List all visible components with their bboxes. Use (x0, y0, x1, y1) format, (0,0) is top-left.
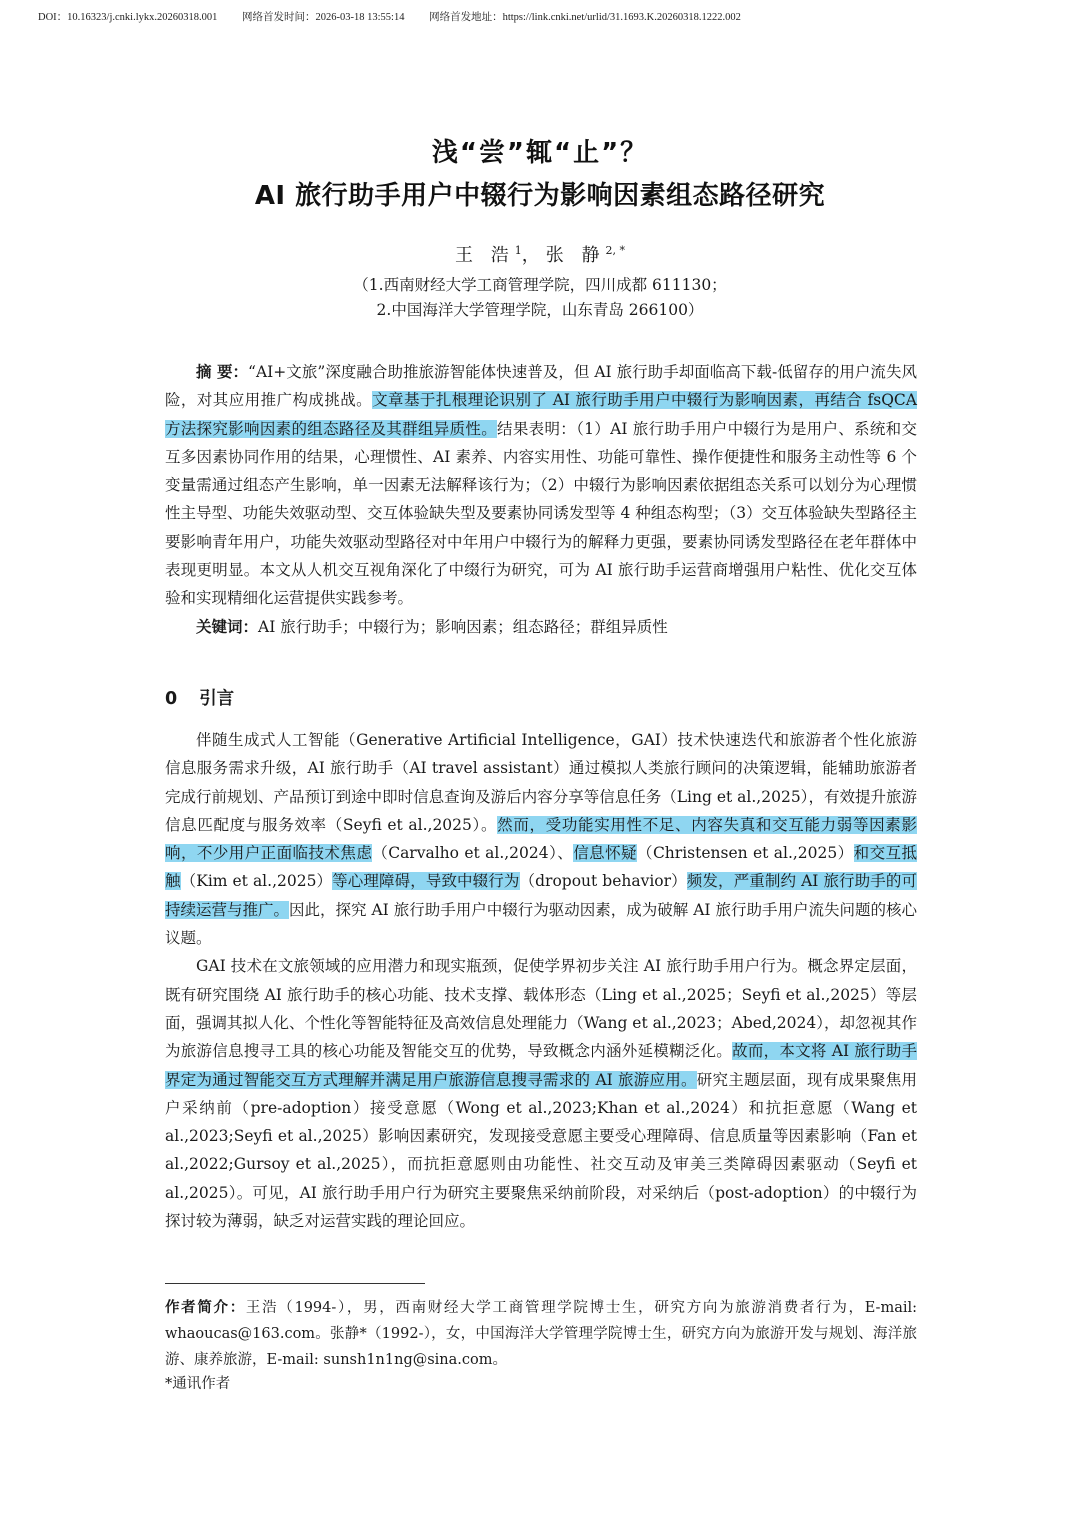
title-line-1: 浅“尝”辄“止”？ (431, 138, 649, 168)
abstract-highlight: 文章基于扎根理论识别了 AI 旅行助手用户中辍行为影响因素，再结合 fsQCA 方法探究影响因素的组态路径及其群组异质性。 (165, 391, 917, 438)
footnote-divider (165, 1283, 425, 1284)
intro-highlight: 和交互抵触 (165, 844, 917, 891)
pub-time: 网络首发时间：2026-03-18 13:55:14 (242, 12, 405, 23)
abstract (165, 358, 917, 641)
author-2: 张 静 (545, 245, 606, 266)
author-sep: ， (521, 245, 546, 266)
abstract-text (165, 358, 917, 613)
intro-highlight: 信息怀疑 (573, 844, 637, 863)
author-1: 王 浩 (455, 245, 515, 266)
section-title: 引言 (199, 689, 235, 709)
intro-body (165, 726, 917, 1235)
affiliation-1: （1.西南财经大学工商管理学院，四川成都 611130； (353, 276, 727, 294)
intro-text: （Carvalho et al.,2024）、 (372, 844, 574, 863)
affiliation-2: 2.中国海洋大学管理学院，山东青岛 266100） (376, 301, 704, 319)
intro-text: 因此，探究 AI 旅行助手用户中辍行为驱动因素，成为破解 AI 旅行助手用户流失问题的核心议题。 (165, 900, 917, 948)
footnote-text: 王浩（1994-），男，西南财经大学工商管理学院博士生，研究方向为旅游消费者行为，E-mail: whaoucas@163.com。张静*（1992-），女，中国海洋大学管理学院博士生，研究方向为旅游开发与规划、海洋旅游、康养旅游，E-mail: sunsh1n1ng@sina.com。 (165, 1300, 918, 1368)
intro-text: （Kim et al.,2025） (180, 872, 333, 891)
author-footnote (165, 1295, 917, 1373)
header-meta (38, 9, 1050, 24)
intro-text: 伴随生成式人工智能（Generative Artificial Intelligence，GAI）技术快速迭代和旅游者个性化旅游信息服务需求升级，AI 旅行助手（AI travel assistant）通过模拟人类旅行顾问的决策逻辑，能辅助旅游者完成行前规划、产品预订到途中即时信息查询及游后内容分享等信息任务（Ling et al.,2025），有效提升旅游信息匹配度与服务效率（Seyfi et al.,2025）。 (165, 731, 917, 834)
pub-url: 网络首发地址：https://link.cnki.net/urlid/31.1693.K.20260318.1222.002 (429, 12, 741, 23)
intro-highlight: 故而，本文将 AI 旅行助手界定为通过智能交互方式理解并满足用户旅游信息搜寻需求的 AI 旅游应用。 (165, 1042, 917, 1089)
author-2-sup: 2, * (605, 244, 625, 257)
intro-text: （Christensen et al.,2025） (637, 844, 854, 863)
intro-text: GAI 技术在文旅领域的应用潜力和现实瓶颈，促使学界初步关注 AI 旅行助手用户行为。概念界定层面，既有研究围绕 AI 旅行助手的核心功能、技术支撑、载体形态（Ling et al.,2025；Seyfi et al.,2025）等层面，强调其拟人化、个性化等智能特征及高效信息处理能力（Wang et al.,2023；Abed,2024），却忽视其作为旅游信息搜寻工具的核心功能及智能交互的优势，导致概念内涵外延模糊泛化。 (165, 957, 917, 1061)
abstract-part-1: “AI+文旅”深度融合助推旅游智能体快速普及，但 AI 旅行助手却面临高下载-低留存的用户流失风险，对其应用推广构成挑战。 (165, 363, 917, 410)
keywords-text: AI 旅行助手；中辍行为；影响因素；组态路径；群组异质性 (258, 617, 668, 636)
section-heading (165, 685, 234, 710)
keywords (165, 613, 917, 641)
corresponding-author-note: *通讯作者 (165, 1376, 231, 1392)
doi: DOI：10.16323/j.cnki.lykx.20260318.001 (38, 12, 218, 23)
intro-highlight: 然而，受功能实用性不足、内容失真和交互能力弱等因素影响，不少用户正面临技术焦虑 (165, 815, 917, 863)
author-1-sup: 1 (514, 244, 522, 257)
intro-highlight: 频发，严重制约 AI 旅行助手的可持续运营与推广。 (165, 872, 917, 919)
title-line-2: AI 旅行助手用户中辍行为影响因素组态路径研究 (254, 181, 826, 211)
intro-text: （dropout behavior） (519, 872, 687, 891)
authors (0, 241, 1080, 267)
intro-highlight: 等心理障碍，导致中辍行为 (332, 872, 520, 891)
section-number: 0 (165, 689, 178, 709)
intro-paragraph-2 (165, 952, 917, 1235)
footnote-label: 作者简介： (165, 1300, 246, 1316)
intro-paragraph-1 (165, 726, 917, 952)
abstract-part-3: 结果表明：（1）AI 旅行助手用户中辍行为是用户、系统和交互多因素协同作用的结果，心理惯性、AI 素养、内容实用性、功能可靠性、操作便捷性和服务主动性等 6 个变量需通过组态产生影响，单一因素无法解释该行为；（2）中辍行为影响因素依据组态关系可以划分为心理惯性主导型、功能失效驱动型、交互体验缺失型及要素协同诱发型等 4 种组态构型；（3）交互体验缺失型路径主要影响青年用户，功能失效驱动型路径对中年用户中辍行为的解释力更强，要素协同诱发型路径在老年群体中表现更明显。本文从人机交互视角深化了中缀行为研究，可为 AI 旅行助手运营商增强用户粘性、优化交互体验和实现精细化运营提供实践参考。 (165, 419, 917, 608)
intro-text: 研究主题层面，现有成果聚焦用户采纳前（pre-adoption）接受意愿（Wong et al.,2023;Khan et al.,2024）和抗拒意愿（Wang et al.,2023;Seyfi et al.,2025）影响因素研究，发现接受意愿主要受心理障碍、信息质量等因素影响（Fan et al.,2022;Gursoy et al.,2025），而抗拒意愿则由功能性、社交互动及审美三类障碍因素驱动（Seyfi et al.,2025）。可见，AI 旅行助手用户行为研究主要聚焦采纳前阶段，对采纳后（post-adoption）的中辍行为探讨较为薄弱，缺乏对运营实践的理论回应。 (165, 1070, 917, 1231)
abstract-label: 摘 要： (196, 363, 249, 381)
keywords-label: 关键词： (196, 617, 259, 636)
